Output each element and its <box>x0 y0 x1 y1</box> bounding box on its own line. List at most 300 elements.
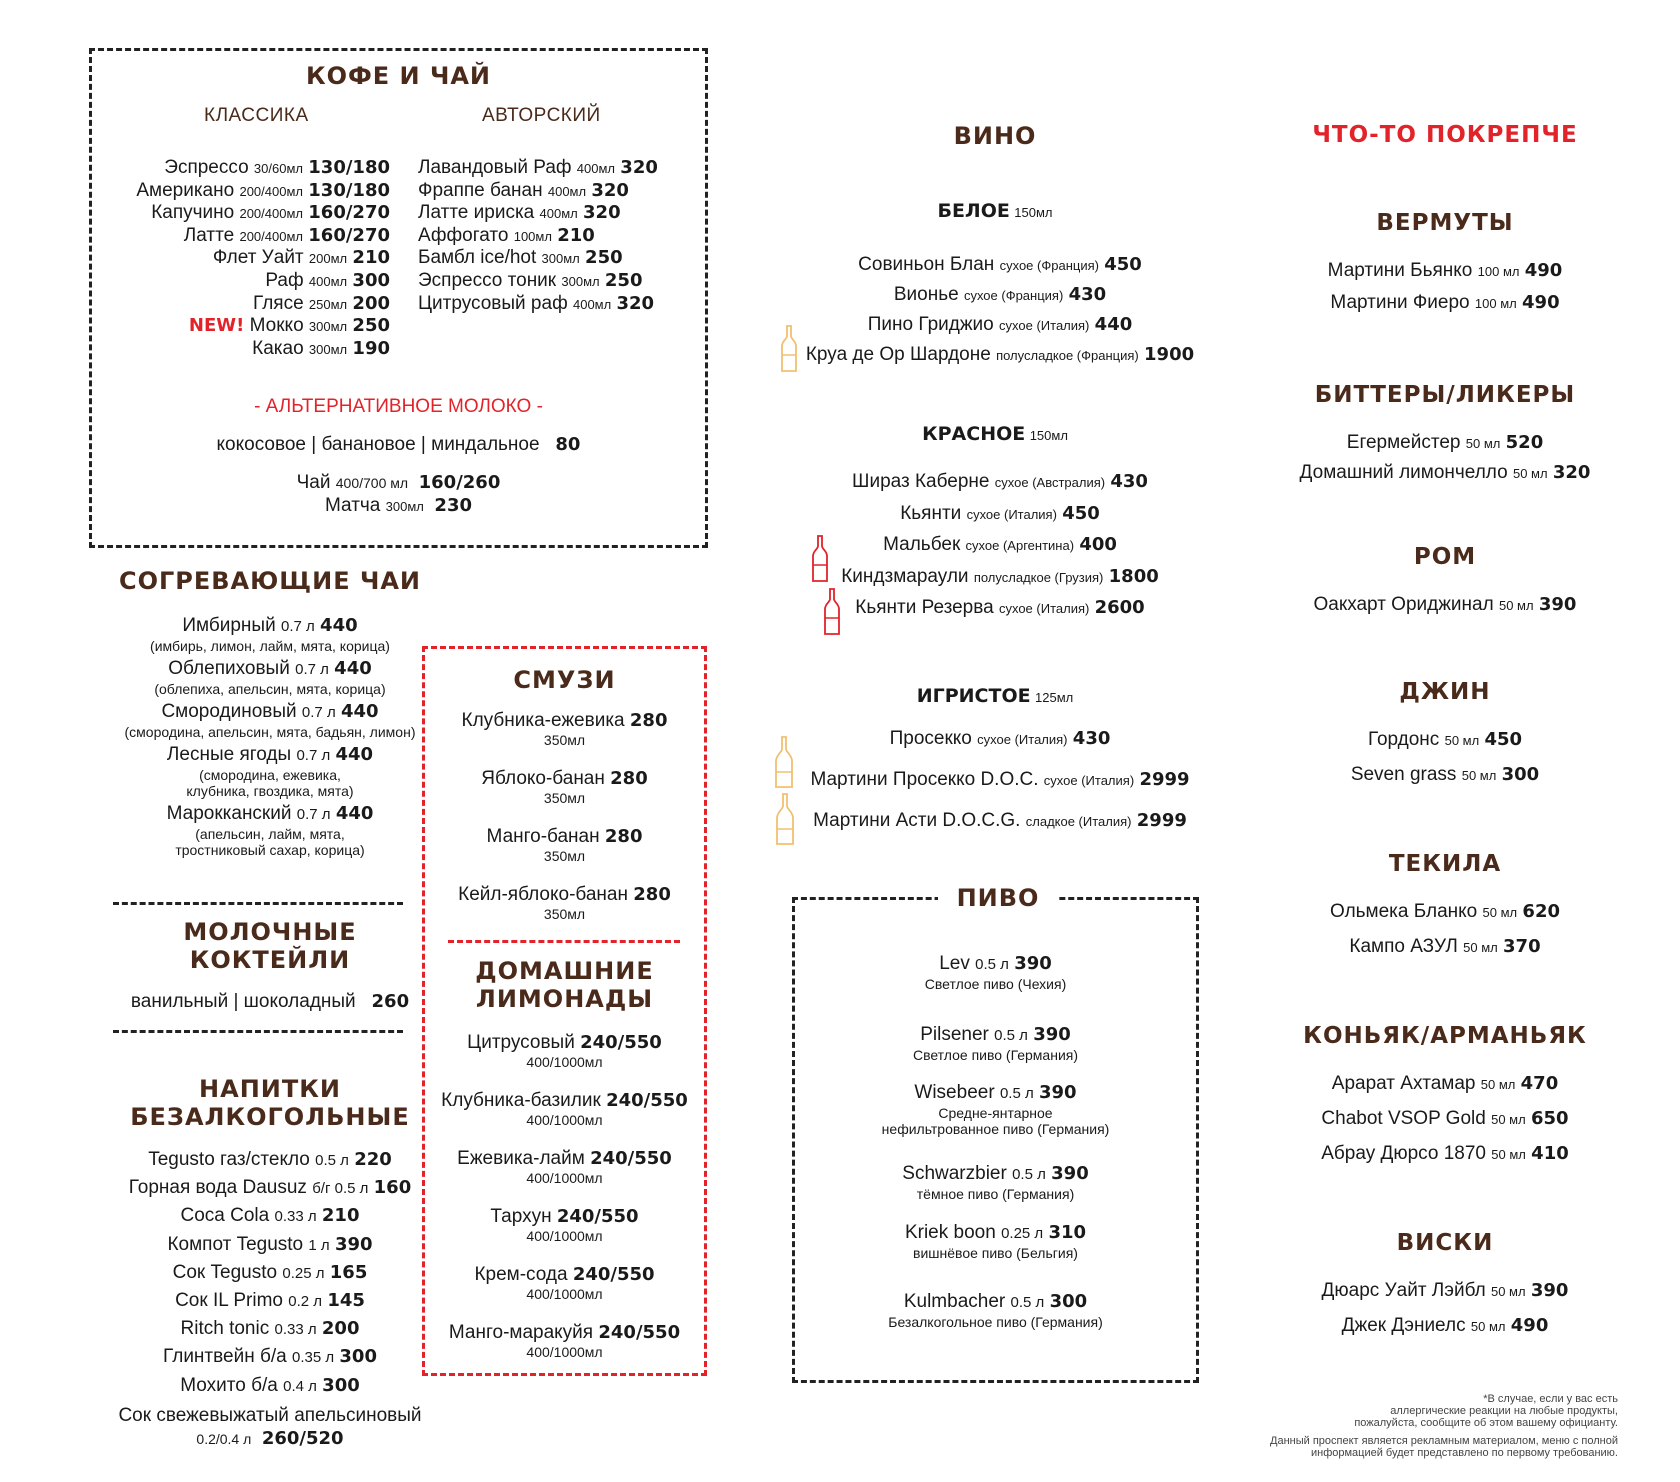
item-price: 240/550 <box>556 1206 639 1227</box>
tea-row <box>80 803 460 826</box>
spirits-item <box>1280 936 1610 971</box>
item-price: 220 <box>354 1149 392 1170</box>
menu-item <box>80 1177 460 1205</box>
item-price: 300 <box>339 1346 377 1368</box>
item-description: сухое (Италия) <box>999 318 1090 333</box>
item-volume: 200/400мл <box>239 183 303 199</box>
item-name: Домашний лимончелло <box>1299 462 1508 483</box>
item-name: Капучино <box>151 202 235 224</box>
item-description: сухое (Франция) <box>999 258 1099 273</box>
item-volume: 50 мл <box>1491 1112 1526 1127</box>
spacer <box>1280 324 1610 382</box>
beer-row <box>792 953 1199 976</box>
spirits-subsection <box>1280 382 1610 544</box>
item-price: 430 <box>1072 728 1111 749</box>
alt-milk-price: 80 <box>555 434 581 455</box>
spirits-item <box>1280 260 1610 292</box>
item-volume: 400мл <box>576 161 616 176</box>
item-row <box>422 1148 707 1170</box>
item-name: Манго-банан <box>486 826 600 847</box>
new-badge: NEW! <box>188 315 245 337</box>
item-volume: 100мл <box>513 228 552 244</box>
item-name: Флет Уайт <box>212 247 304 269</box>
item-name: Какао <box>252 337 304 359</box>
item-price: 440 <box>1094 314 1133 335</box>
item-volume: 350мл <box>543 732 586 748</box>
item-description: сухое (Аргентина) <box>965 538 1075 553</box>
item-price: 450 <box>1062 502 1100 524</box>
beer-title: ПИВО <box>938 884 1058 912</box>
item-name: Мартини Фиеро <box>1330 292 1470 313</box>
smoothies-title: СМУЗИ <box>513 666 616 694</box>
item-price: 240/550 <box>580 1032 662 1053</box>
juice-vol: 0.2/0.4 л <box>196 1431 252 1447</box>
juice-row-price <box>60 1428 480 1450</box>
item-row <box>422 1322 707 1344</box>
item-volume: б/г 0.5 л <box>312 1180 369 1198</box>
matcha-row <box>89 495 708 518</box>
item-volume: 0.5 л <box>1010 1294 1045 1311</box>
item-description: (облепиха, апельсин, мята, корица) <box>154 681 386 697</box>
item-volume: 0.7 л <box>280 618 315 635</box>
item-name: Манго-маракуйя <box>448 1322 594 1343</box>
item-volume: 0.7 л <box>295 661 329 678</box>
red-label: КРАСНОЕ <box>922 423 1026 445</box>
menu-item <box>422 710 707 768</box>
white-header <box>840 200 1150 222</box>
beer-item <box>792 1024 1199 1082</box>
item-name: Кейл-яблоко-банан <box>458 884 628 905</box>
item-name: Kulmbacher <box>903 1291 1006 1312</box>
spirits-item <box>1280 432 1610 462</box>
item-name: Кьянти <box>900 502 962 524</box>
menu-item <box>95 270 390 293</box>
item-volume: 400/1000мл <box>526 1112 603 1128</box>
menu-item <box>422 1264 707 1322</box>
item-price: 2999 <box>1139 769 1190 790</box>
menu-item <box>80 1290 460 1318</box>
item-name: Мальбек <box>883 534 961 555</box>
item-volume: 0.33 л <box>274 1208 317 1226</box>
wine-title: ВИНО <box>953 122 1037 150</box>
item-name: Lev <box>939 953 970 974</box>
sparkling-list <box>780 728 1220 851</box>
item-volume: 30/60мл <box>253 161 303 176</box>
item-volume: 50 мл <box>1465 436 1501 451</box>
item-price: 300 <box>1501 764 1540 785</box>
tea-item <box>80 803 460 858</box>
wine-item <box>780 471 1220 503</box>
item-description: (смородина, ежевика, <box>199 767 341 783</box>
red-list <box>780 471 1220 629</box>
beer-item <box>792 953 1199 1024</box>
item-volume: 400мл <box>547 183 587 199</box>
soft-drinks-title <box>80 1075 460 1131</box>
item-volume: 1 л <box>308 1236 330 1254</box>
item-price: 400 <box>1079 534 1117 555</box>
subsection-title: ВЕРМУТЫ <box>1376 210 1514 236</box>
item-name: Компот Tegusto <box>167 1233 304 1255</box>
spirits-subsection <box>1280 1023 1610 1230</box>
item-price: 320 <box>620 157 658 178</box>
item-description: тростниковый сахар, корица) <box>175 842 365 858</box>
wine-item <box>780 254 1220 284</box>
item-volume: 0.5 л <box>1012 1166 1046 1183</box>
menu-item <box>418 270 718 293</box>
menu-item <box>418 225 718 248</box>
item-description: Светлое пиво (Германия) <box>912 1047 1079 1063</box>
bottle-icon <box>780 325 798 373</box>
item-name: Мартини Асти D.O.C.G. <box>813 810 1021 831</box>
tea-item <box>80 658 460 697</box>
item-volume: 300мл <box>308 319 348 335</box>
menu-item <box>80 1234 460 1262</box>
item-name: Клубника-ежевика <box>461 710 625 731</box>
item-volume: 50 мл <box>1482 905 1518 920</box>
item-volume: 0.25 л <box>282 1264 325 1282</box>
item-name: Джек Дэниелс <box>1341 1315 1466 1336</box>
beer-row <box>792 1082 1199 1105</box>
item-row <box>422 768 707 790</box>
spacer <box>1280 624 1610 679</box>
spirits-item <box>1280 292 1610 324</box>
item-price: 470 <box>1520 1073 1559 1094</box>
menu-item <box>95 202 390 225</box>
alt-milk-row <box>89 434 708 456</box>
footer-line-5: информацией будет представлено по первому требованию. <box>1310 1447 1618 1459</box>
tea-item <box>80 744 460 799</box>
item-price: 280 <box>629 710 668 731</box>
item-name: Совиньон Блан <box>858 254 995 275</box>
lemonades-title-1: ДОМАШНИЕ <box>475 957 654 985</box>
wine-item <box>780 503 1220 535</box>
divider <box>113 1030 403 1033</box>
menu-item <box>422 1032 707 1090</box>
white-vol: 150мл <box>1014 205 1053 220</box>
classic-list <box>95 157 390 360</box>
item-name: Seven grass <box>1350 764 1457 785</box>
item-volume: 400мл <box>539 206 578 222</box>
item-name: Егермейстер <box>1346 432 1461 453</box>
menu-item <box>418 180 718 203</box>
juice-price: 260/520 <box>261 1428 344 1449</box>
menu-item <box>418 247 718 270</box>
item-name: Кампо АЗУЛ <box>1349 936 1458 957</box>
item-description: (имбирь, лимон, лайм, мята, корица) <box>150 638 390 654</box>
item-volume: 50 мл <box>1444 733 1480 748</box>
sparkling-vol: 125мл <box>1035 690 1074 705</box>
item-name: Имбирный <box>182 615 276 636</box>
menu-item <box>95 293 390 316</box>
item-price: 310 <box>1048 1222 1087 1243</box>
item-name: Pilsener <box>920 1024 989 1045</box>
item-row <box>422 710 707 732</box>
item-description: вишнёвое пиво (Бельгия) <box>913 1245 1078 1261</box>
item-name: Бамбл ice/hot <box>418 247 537 269</box>
item-volume: 400/1000мл <box>526 1344 603 1360</box>
item-name: Лесные ягоды <box>166 744 292 765</box>
menu-item <box>95 157 390 180</box>
item-price: 240/550 <box>606 1090 688 1111</box>
menu-item <box>418 157 718 180</box>
spirits-item <box>1280 729 1610 764</box>
item-volume: 50 мл <box>1490 1284 1526 1299</box>
item-price: 130/180 <box>308 179 390 201</box>
item-name: Эспрессо тоник <box>418 269 557 291</box>
bottle-icon <box>811 535 829 583</box>
item-name: Раф <box>265 269 304 291</box>
item-price: 2600 <box>1094 597 1145 618</box>
item-volume: 400/1000мл <box>526 1170 603 1186</box>
item-name: Глясе <box>252 292 304 314</box>
item-name: Лавандовый Раф <box>418 157 572 178</box>
item-volume: 400мл <box>308 273 348 289</box>
menu-item <box>80 1318 460 1346</box>
footer-line-4: Данный проспект является рекламным материалом, меню с полной <box>1270 1435 1618 1447</box>
item-volume: 0.2 л <box>288 1292 323 1310</box>
menu-item <box>422 768 707 826</box>
item-row <box>422 1206 707 1228</box>
item-price: 280 <box>604 826 643 847</box>
item-price: 520 <box>1505 432 1544 453</box>
bottle-icon <box>774 736 794 788</box>
tea-row <box>89 472 708 494</box>
menu-item <box>95 338 390 361</box>
item-price: 440 <box>334 658 372 679</box>
menu-item <box>80 1346 460 1374</box>
item-description: Средне-янтарное <box>938 1105 1053 1121</box>
beer-list <box>792 953 1199 1351</box>
item-name: Цитрусовый раф <box>418 292 568 314</box>
item-price: 430 <box>1110 471 1148 492</box>
item-name: Chabot VSOP Gold <box>1321 1108 1486 1129</box>
item-price: 490 <box>1524 260 1563 281</box>
item-price: 1900 <box>1144 344 1195 365</box>
wine-item <box>780 344 1220 374</box>
matcha-name: Матча <box>325 495 381 516</box>
milkshakes-price: 260 <box>371 991 410 1012</box>
item-volume: 50 мл <box>1480 1077 1516 1092</box>
item-volume: 50 мл <box>1463 940 1498 955</box>
tea-vol: 400/700 мл <box>335 475 409 491</box>
item-name: Мартини Бьянко <box>1327 260 1473 281</box>
item-price: 145 <box>327 1289 365 1311</box>
item-description: Светлое пиво (Чехия) <box>924 976 1067 992</box>
menu-item <box>80 1149 460 1177</box>
milkshakes-row <box>80 991 460 1013</box>
item-price: 440 <box>335 744 374 765</box>
item-volume: 200мл <box>308 251 348 267</box>
beer-item <box>792 1082 1199 1163</box>
alt-milk-title: - АЛЬТЕРНАТИВНОЕ МОЛОКО - <box>254 396 543 417</box>
subsection-title: РОМ <box>1413 544 1477 570</box>
classic-label: КЛАССИКА <box>204 105 309 126</box>
item-volume: 350мл <box>543 848 586 864</box>
item-price: 440 <box>320 615 358 636</box>
menu-item <box>418 202 718 225</box>
lemonades-title-2: ЛИМОНАДЫ <box>475 985 654 1013</box>
beer-row <box>792 1222 1199 1245</box>
tea-row <box>80 701 460 724</box>
item-price: 210 <box>557 224 595 246</box>
item-price: 160 <box>373 1177 412 1199</box>
beer-item <box>792 1222 1199 1291</box>
beer-row <box>792 1291 1199 1314</box>
item-name: Просекко <box>889 728 972 749</box>
tea-item <box>80 615 460 654</box>
menu-item <box>422 826 707 884</box>
item-description: (апельсин, лайм, мята, <box>195 826 345 842</box>
item-price: 390 <box>1039 1082 1077 1103</box>
item-description: полусладкое (Франция) <box>996 348 1139 363</box>
menu-item <box>95 180 390 203</box>
menu-item <box>422 884 707 942</box>
item-name: Латте ириска <box>418 202 535 224</box>
milkshakes-text: ванильный | шоколадный <box>130 991 356 1012</box>
item-name: Coca Cola <box>180 1205 270 1227</box>
item-volume: 50 мл <box>1498 598 1534 613</box>
tea-item <box>80 701 460 740</box>
item-price: 390 <box>1051 1163 1089 1184</box>
milkshakes-title <box>80 918 460 974</box>
wine-item <box>780 728 1220 769</box>
item-price: 250 <box>585 247 623 269</box>
item-name: Эспрессо <box>164 157 249 178</box>
wine-item <box>780 534 1220 566</box>
item-volume: 0.4 л <box>283 1377 317 1395</box>
item-volume: 0.5 л <box>994 1027 1028 1044</box>
item-price: 450 <box>1484 729 1523 750</box>
item-price: 165 <box>329 1261 368 1283</box>
item-name: Мокко <box>249 315 304 337</box>
item-volume: 400/1000мл <box>526 1286 603 1302</box>
footer-line-1: *В случае, если у вас есть <box>1483 1393 1618 1405</box>
item-volume: 0.25 л <box>1001 1225 1044 1242</box>
item-price: 490 <box>1522 292 1560 313</box>
spacer <box>1280 492 1610 544</box>
item-description: (смородина, апельсин, мята, бадьян, лимон) <box>124 724 416 740</box>
item-price: 240/550 <box>572 1264 655 1285</box>
item-description: Безалкогольное пиво (Германия) <box>888 1314 1103 1330</box>
item-name: Круа де Ор Шардоне <box>805 344 991 365</box>
item-name: Смородиновый <box>161 701 297 722</box>
item-price: 490 <box>1510 1315 1549 1336</box>
sparkling-label: ИГРИСТОЕ <box>916 685 1031 707</box>
item-name: Сок IL Primo <box>175 1289 283 1311</box>
spirits-item <box>1280 1280 1610 1315</box>
item-price: 200 <box>321 1318 360 1340</box>
juice-row-name: Сок свежевыжатый апельсиновый <box>118 1405 422 1426</box>
bottle-icon <box>823 588 841 636</box>
item-volume: 350мл <box>543 790 586 806</box>
item-volume: 250мл <box>308 296 348 312</box>
item-name: Облепиховый <box>168 658 290 679</box>
item-name: Ritch tonic <box>180 1318 270 1340</box>
bottle-icon <box>775 793 795 845</box>
subsection-title: ДЖИН <box>1399 679 1491 705</box>
item-row <box>422 1032 707 1054</box>
soft-drinks-title-1: НАПИТКИ <box>199 1075 341 1103</box>
wine-item <box>780 566 1220 598</box>
soft-drinks-title-2: БЕЗАЛКОГОЛЬНЫЕ <box>130 1103 410 1131</box>
beer-item <box>792 1163 1199 1222</box>
item-volume: 50 мл <box>1491 1147 1526 1162</box>
item-name: Цитрусовый <box>467 1032 575 1053</box>
item-name: Аффогато <box>418 224 509 246</box>
beer-row <box>792 1163 1199 1186</box>
red-divider <box>448 940 680 943</box>
item-price: 390 <box>1530 1280 1569 1301</box>
matcha-price: 230 <box>434 495 472 516</box>
beer-item <box>792 1291 1199 1351</box>
wine-item <box>780 284 1220 314</box>
item-volume: 400/1000мл <box>526 1228 603 1244</box>
item-volume: 0.5 л <box>315 1152 349 1169</box>
item-price: 440 <box>335 803 374 824</box>
item-price: 620 <box>1522 901 1560 922</box>
item-name: Вионье <box>893 284 959 305</box>
item-price: 390 <box>1014 953 1052 974</box>
spirits-item <box>1280 1073 1610 1108</box>
warm-teas-list <box>80 615 460 862</box>
item-price: 130/180 <box>308 157 390 178</box>
wine-item <box>780 810 1220 851</box>
item-price: 250 <box>352 315 390 337</box>
item-description: сухое (Италия) <box>998 601 1090 616</box>
menu-item <box>422 1090 707 1148</box>
item-name: Шираз Каберне <box>852 471 990 492</box>
item-volume: 0.5 л <box>975 956 1009 973</box>
spirits-item <box>1280 764 1610 799</box>
item-price: 390 <box>1538 594 1577 615</box>
author-list <box>418 157 718 315</box>
item-name: Латте <box>183 224 235 246</box>
item-price: 320 <box>583 202 621 224</box>
spirits-subsection <box>1280 679 1610 851</box>
item-volume: 400/1000мл <box>526 1054 603 1070</box>
red-vol: 150мл <box>1029 428 1068 443</box>
spirits-item <box>1280 594 1610 624</box>
item-volume: 200/400мл <box>239 206 303 222</box>
menu-item <box>80 1375 460 1403</box>
spirits-item <box>1280 1143 1610 1178</box>
item-volume: 0.33 л <box>274 1321 317 1339</box>
item-name: Гордонс <box>1367 729 1440 750</box>
item-volume: 50 мл <box>1512 466 1548 481</box>
footer-note <box>1150 1393 1618 1459</box>
item-volume: 350мл <box>543 906 586 922</box>
spirits-subsection <box>1280 210 1610 382</box>
item-description: тёмное пиво (Германия) <box>916 1186 1075 1202</box>
item-name: Фраппе банан <box>418 179 543 201</box>
red-header <box>840 423 1150 445</box>
tea-row <box>80 615 460 638</box>
item-price: 280 <box>610 768 648 789</box>
item-description: сухое (Италия) <box>966 506 1057 522</box>
item-volume: 300мл <box>541 251 580 267</box>
tea-price: 160/260 <box>418 472 501 493</box>
tea-row <box>80 744 460 767</box>
spirits-title: ЧТО-ТО ПОКРЕПЧЕ <box>1312 122 1578 148</box>
item-name: Дюарс Уайт Лэйбл <box>1321 1280 1486 1301</box>
menu-item <box>418 293 718 316</box>
author-label: АВТОРСКИЙ <box>482 105 601 126</box>
matcha-vol: 300мл <box>385 499 424 514</box>
item-name: Wisebeer <box>914 1082 995 1103</box>
item-row <box>422 884 707 906</box>
spirits-subsection <box>1280 544 1610 679</box>
item-row <box>422 1090 707 1112</box>
